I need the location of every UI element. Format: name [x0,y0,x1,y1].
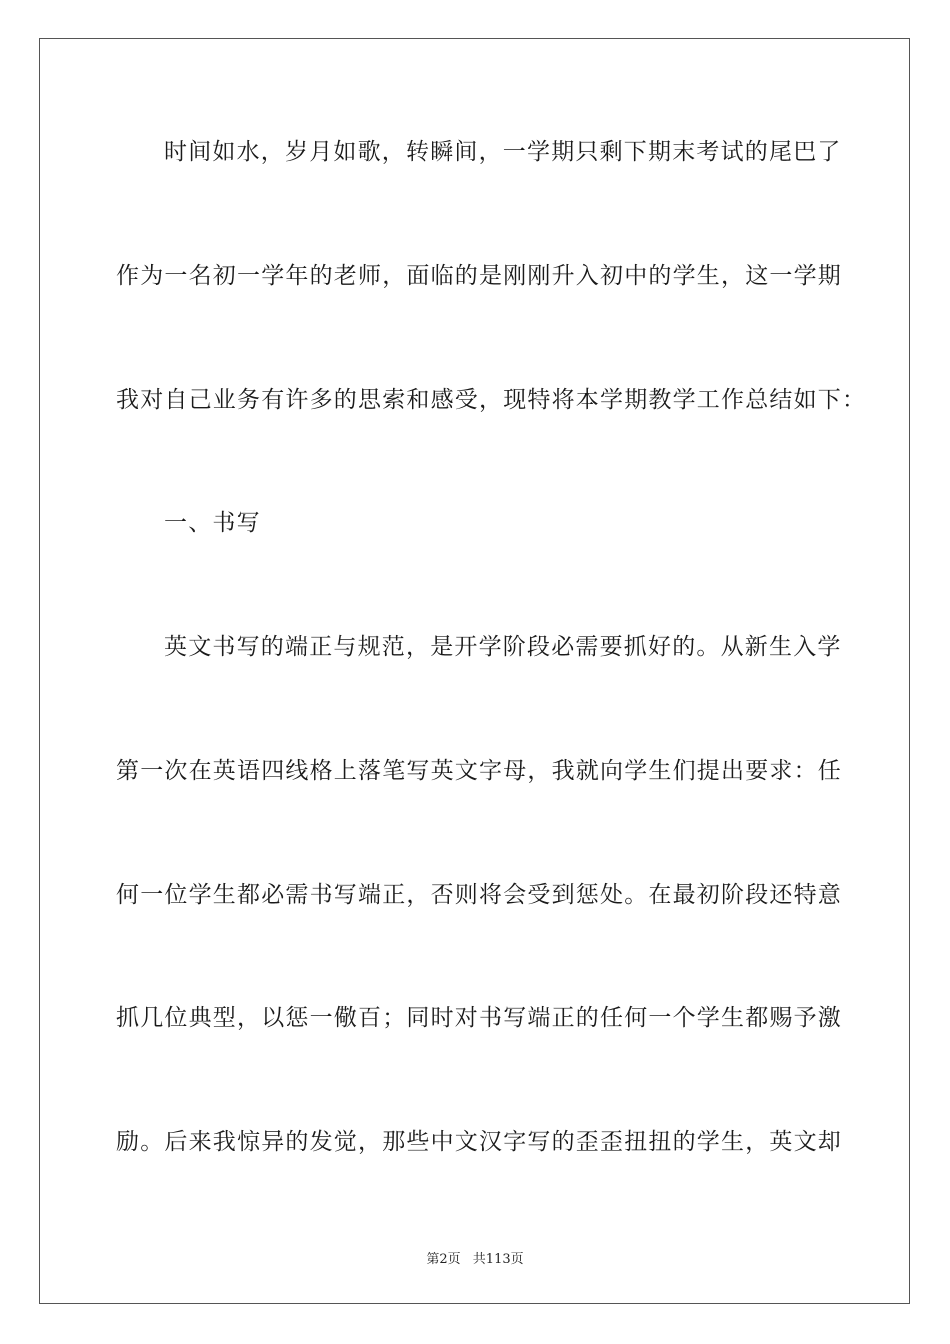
section-heading: 一、书写 [164,510,261,536]
page-total: 共113页 [472,1252,524,1267]
paragraph-line-6: 第一次在英语四线格上落笔写英文字母，我就向学生们提出要求：任 [116,758,842,784]
paragraph-line-1: 时间如水，岁月如歌，转瞬间，一学期只剩下期末考试的尾巴了 [164,139,842,165]
page-border [39,38,910,1304]
paragraph-line-8: 抓几位典型，以惩一儆百；同时对书写端正的任何一个学生都赐予激 [116,1005,842,1031]
page-number: 第2页 [426,1252,461,1267]
paragraph-line-5: 英文书写的端正与规范，是开学阶段必需要抓好的。从新生入学 [164,634,842,660]
page-footer [0,1248,950,1267]
paragraph-line-3: 我对自己业务有许多的思索和感受，现特将本学期教学工作总结如下： [116,387,867,413]
paragraph-line-7: 何一位学生都必需书写端正，否则将会受到惩处。在最初阶段还特意 [116,882,842,908]
paragraph-line-9: 励。后来我惊异的发觉，那些中文汉字写的歪歪扭扭的学生，英文却 [116,1129,842,1155]
paragraph-line-2: 作为一名初一学年的老师，面临的是刚刚升入初中的学生，这一学期 [116,263,842,289]
